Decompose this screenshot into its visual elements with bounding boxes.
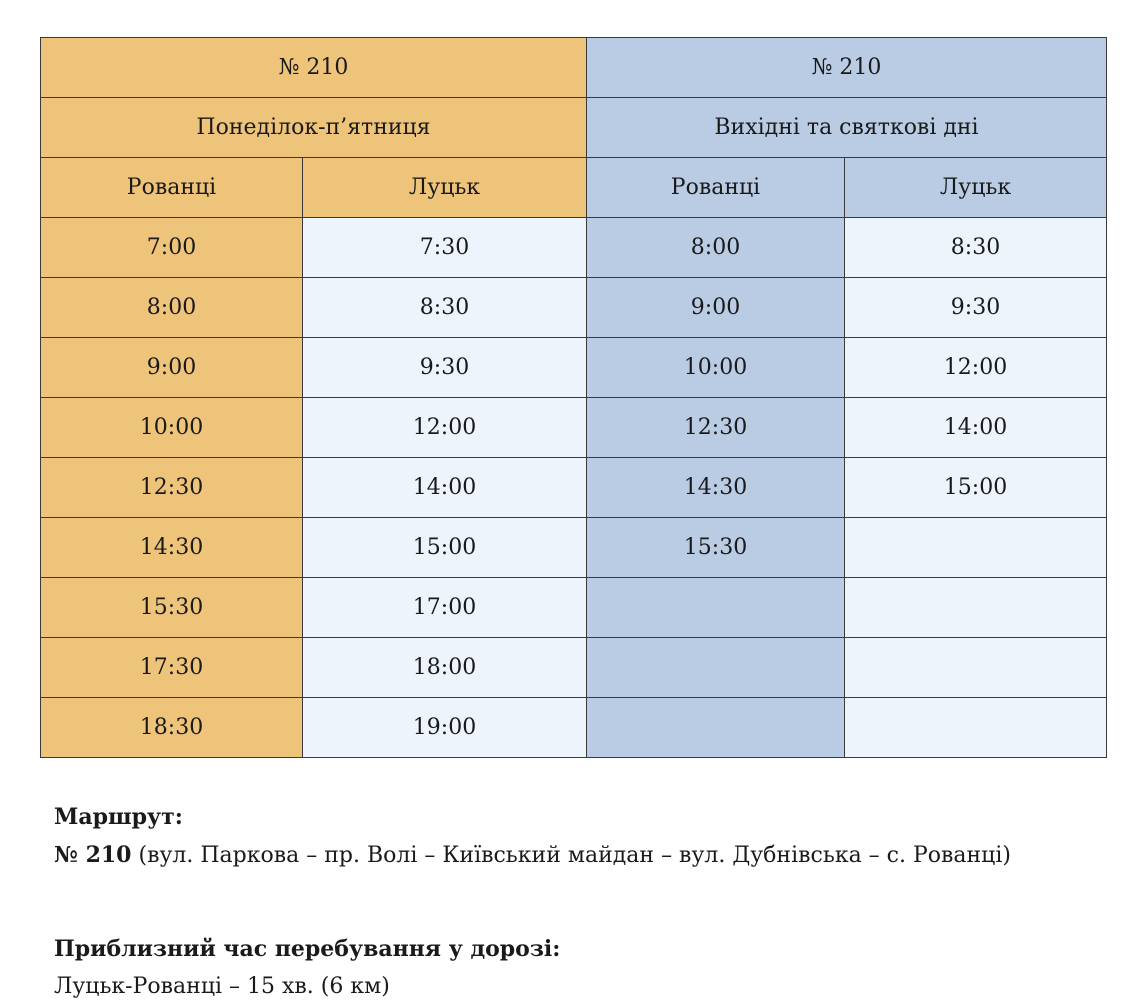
weekday-from-time: 12:30 bbox=[41, 458, 303, 518]
weekday-period: Понеділок-п’ятниця bbox=[41, 98, 587, 158]
weekend-period: Вихідні та святкові дні bbox=[587, 98, 1107, 158]
weekday-route-number: № 210 bbox=[41, 38, 587, 98]
weekend-to-time: 12:00 bbox=[845, 338, 1107, 398]
weekend-col-to: Луцьк bbox=[845, 158, 1107, 218]
column-header-row bbox=[41, 158, 1107, 218]
weekday-to-time: 15:00 bbox=[303, 518, 587, 578]
weekday-from-time: 17:30 bbox=[41, 638, 303, 698]
table-row bbox=[41, 278, 1107, 338]
weekend-from-time bbox=[587, 578, 845, 638]
weekday-to-time: 12:00 bbox=[303, 398, 587, 458]
weekend-route-number: № 210 bbox=[587, 38, 1107, 98]
table-row bbox=[41, 218, 1107, 278]
weekday-to-time: 19:00 bbox=[303, 698, 587, 758]
table-row bbox=[41, 698, 1107, 758]
weekend-from-time: 15:30 bbox=[587, 518, 845, 578]
weekday-to-time: 14:00 bbox=[303, 458, 587, 518]
travel-time bbox=[54, 930, 1114, 1006]
weekend-to-time: 9:30 bbox=[845, 278, 1107, 338]
weekday-to-time: 8:30 bbox=[303, 278, 587, 338]
route-path-line bbox=[54, 836, 1114, 875]
weekday-from-time: 15:30 bbox=[41, 578, 303, 638]
weekday-col-from: Рованці bbox=[41, 158, 303, 218]
weekend-to-time: 8:30 bbox=[845, 218, 1107, 278]
route-description bbox=[54, 798, 1114, 875]
weekday-from-time: 7:00 bbox=[41, 218, 303, 278]
table-row bbox=[41, 338, 1107, 398]
weekend-to-time bbox=[845, 578, 1107, 638]
weekend-from-time: 12:30 bbox=[587, 398, 845, 458]
weekday-to-time: 7:30 bbox=[303, 218, 587, 278]
weekday-to-time: 18:00 bbox=[303, 638, 587, 698]
table-row bbox=[41, 518, 1107, 578]
weekend-to-time bbox=[845, 698, 1107, 758]
table-row bbox=[41, 458, 1107, 518]
travel-label: Приблизний час перебування у дорозі: bbox=[54, 936, 561, 962]
table-row bbox=[41, 578, 1107, 638]
weekday-to-time: 17:00 bbox=[303, 578, 587, 638]
weekend-from-time: 8:00 bbox=[587, 218, 845, 278]
table-row bbox=[41, 398, 1107, 458]
weekday-from-time: 18:30 bbox=[41, 698, 303, 758]
weekend-to-time: 14:00 bbox=[845, 398, 1107, 458]
weekend-to-time: 15:00 bbox=[845, 458, 1107, 518]
weekday-col-to: Луцьк bbox=[303, 158, 587, 218]
weekend-from-time bbox=[587, 698, 845, 758]
weekend-from-time bbox=[587, 638, 845, 698]
weekend-from-time: 9:00 bbox=[587, 278, 845, 338]
weekend-from-time: 14:30 bbox=[587, 458, 845, 518]
weekend-col-from: Рованці bbox=[587, 158, 845, 218]
weekday-from-time: 14:30 bbox=[41, 518, 303, 578]
route-label: Маршрут: bbox=[54, 804, 183, 830]
route-number-row bbox=[41, 38, 1107, 98]
schedule-table bbox=[40, 37, 1107, 758]
weekday-from-time: 9:00 bbox=[41, 338, 303, 398]
weekend-from-time: 10:00 bbox=[587, 338, 845, 398]
weekday-to-time: 9:30 bbox=[303, 338, 587, 398]
table-row bbox=[41, 638, 1107, 698]
period-row bbox=[41, 98, 1107, 158]
weekend-to-time bbox=[845, 638, 1107, 698]
route-number: № 210 bbox=[54, 842, 132, 868]
travel-value: Луцьк-Рованці – 15 хв. (6 км) bbox=[54, 974, 390, 999]
route-path: (вул. Паркова – пр. Волі – Київський майдан – вул. Дубнівська – с. Рованці) bbox=[131, 843, 1011, 868]
weekday-from-time: 10:00 bbox=[41, 398, 303, 458]
weekday-from-time: 8:00 bbox=[41, 278, 303, 338]
weekend-to-time bbox=[845, 518, 1107, 578]
